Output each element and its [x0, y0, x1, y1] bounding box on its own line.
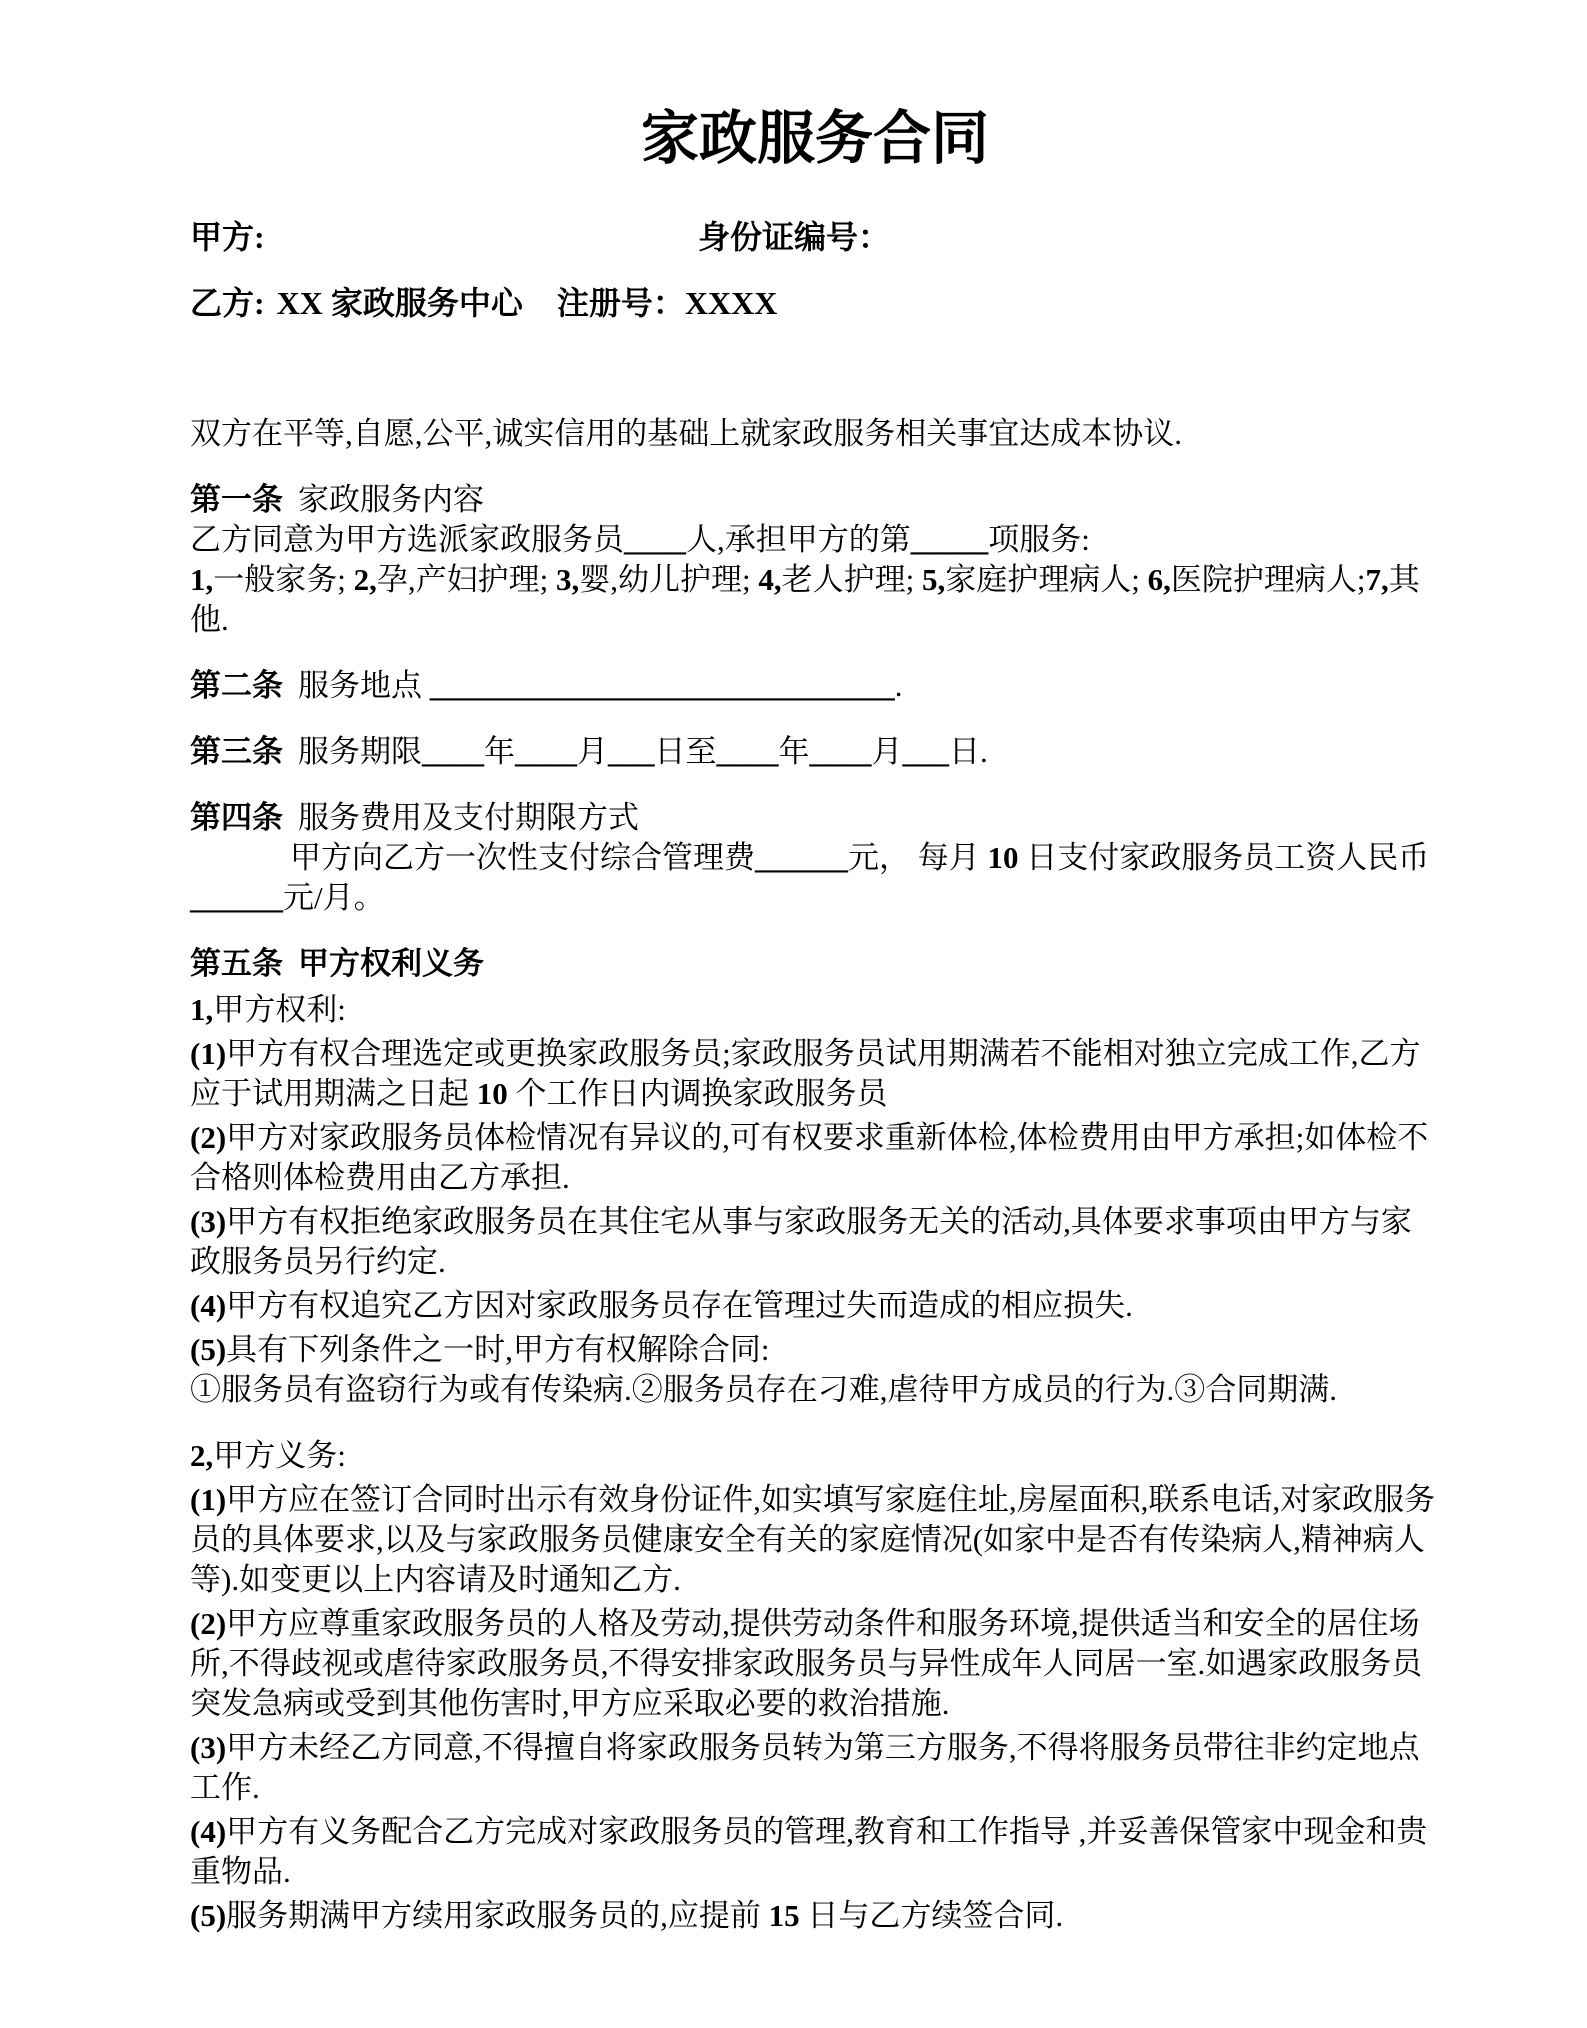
duties-item-5: (5)服务期满甲方续用家政服务员的,应提前 15 日与乙方续签合同.	[190, 1897, 1064, 1933]
rights-item-3: (3)甲方有权拒绝家政服务员在其住宅从事与家政服务无关的活动,具体要求事项由甲方与家政服务员另行约定.	[190, 1203, 1412, 1279]
section-2-label: 第二条	[190, 667, 283, 703]
section-1-line-2: 1,一般家务; 2,孕,产妇护理; 3,婴,幼儿护理; 4,老人护理; 5,家庭护理病人; 6,医院护理病人;7,其他.	[190, 561, 1420, 637]
party-b-row	[190, 282, 1440, 324]
rights-item-4: (4)甲方有权追究乙方因对家政服务员存在管理过失而造成的相应损失.	[190, 1287, 1133, 1323]
party-b-registration: 注册号：XXXX	[556, 284, 778, 321]
section-5-heading	[190, 944, 1440, 984]
party-a-label: 甲方:	[190, 218, 265, 255]
section-4-title: 服务费用及支付期限方式	[298, 799, 639, 835]
section-4-heading	[190, 798, 1440, 838]
party-a-row	[190, 216, 1440, 258]
duties-item-1: (1)甲方应在签订合同时出示有效身份证件,如实填写家庭住址,房屋面积,联系电话,对家政服务员的具体要求,以及与家政服务员健康安全有关的家庭情况(如家中是否有传染病人,精神病人等).如变更以上内容请及时通知乙方.	[190, 1481, 1436, 1597]
section-4-label: 第四条	[190, 799, 283, 835]
section-4-body: 甲方向乙方一次性支付综合管理费______元， 每月 10 日支付家政服务员工资人民币______元/月。	[190, 839, 1430, 915]
rights-item-2: (2)甲方对家政服务员体检情况有异议的,可有权要求重新体检,体检费用由甲方承担;如体检不合格则体检费用由乙方承担.	[190, 1119, 1429, 1195]
duties-item-2: (2)甲方应尊重家政服务员的人格及劳动,提供劳动条件和服务环境,提供适当和安全的居住场所,不得歧视或虐待家政服务员,不得安排家政服务员与异性成年人同居一室.如遇家政服务员突发急病或受到其他伤害时,甲方应采取必要的救治措施.	[190, 1605, 1423, 1721]
section-3-heading	[190, 732, 1440, 772]
rights-subheading: 1,甲方权利:	[190, 991, 346, 1027]
section-3-title: 服务期限____年____月___日至____年____月___日.	[298, 733, 988, 769]
page-title: 家政服务合同	[640, 106, 989, 171]
section-5-title: 甲方权利义务	[298, 945, 484, 981]
section-3-label: 第三条	[190, 733, 283, 769]
duties-subheading: 2,甲方义务:	[190, 1437, 346, 1473]
preamble-text: 双方在平等,自愿,公平,诚实信用的基础上就家政服务相关事宜达成本协议.	[190, 415, 1182, 451]
duties-item-3: (3)甲方未经乙方同意,不得擅自将家政服务员转为第三方服务,不得将服务员带往非约定地点工作.	[190, 1729, 1420, 1805]
section-1-label: 第一条	[190, 481, 283, 517]
party-b-name: XX 家政服务中心	[276, 284, 523, 321]
party-b-label: 乙方:	[190, 284, 265, 321]
section-2-heading	[190, 666, 1440, 706]
rights-termination-conditions: ①服务员有盗窃行为或有传染病.②服务员存在刁难,虐待甲方成员的行为.③合同期满.	[190, 1371, 1337, 1407]
duties-item-4: (4)甲方有义务配合乙方完成对家政服务员的管理,教育和工作指导 ,并妥善保管家中现金和贵重物品.	[190, 1813, 1428, 1889]
section-5-label: 第五条	[190, 945, 283, 981]
section-1-heading	[190, 480, 1440, 520]
section-2-title: 服务地点 ______________________________.	[298, 667, 903, 703]
section-1-line-1: 乙方同意为甲方选派家政服务员____人,承担甲方的第_____项服务:	[190, 521, 1090, 557]
rights-item-1: (1)甲方有权合理选定或更换家政服务员;家政服务员试用期满若不能相对独立完成工作,乙方应于试用期满之日起 10 个工作日内调换家政服务员	[190, 1035, 1421, 1111]
section-1-title: 家政服务内容	[298, 481, 484, 517]
party-a-id-label: 身份证编号：	[698, 218, 891, 255]
rights-item-5: (5)具有下列条件之一时,甲方有权解除合同:	[190, 1331, 770, 1367]
